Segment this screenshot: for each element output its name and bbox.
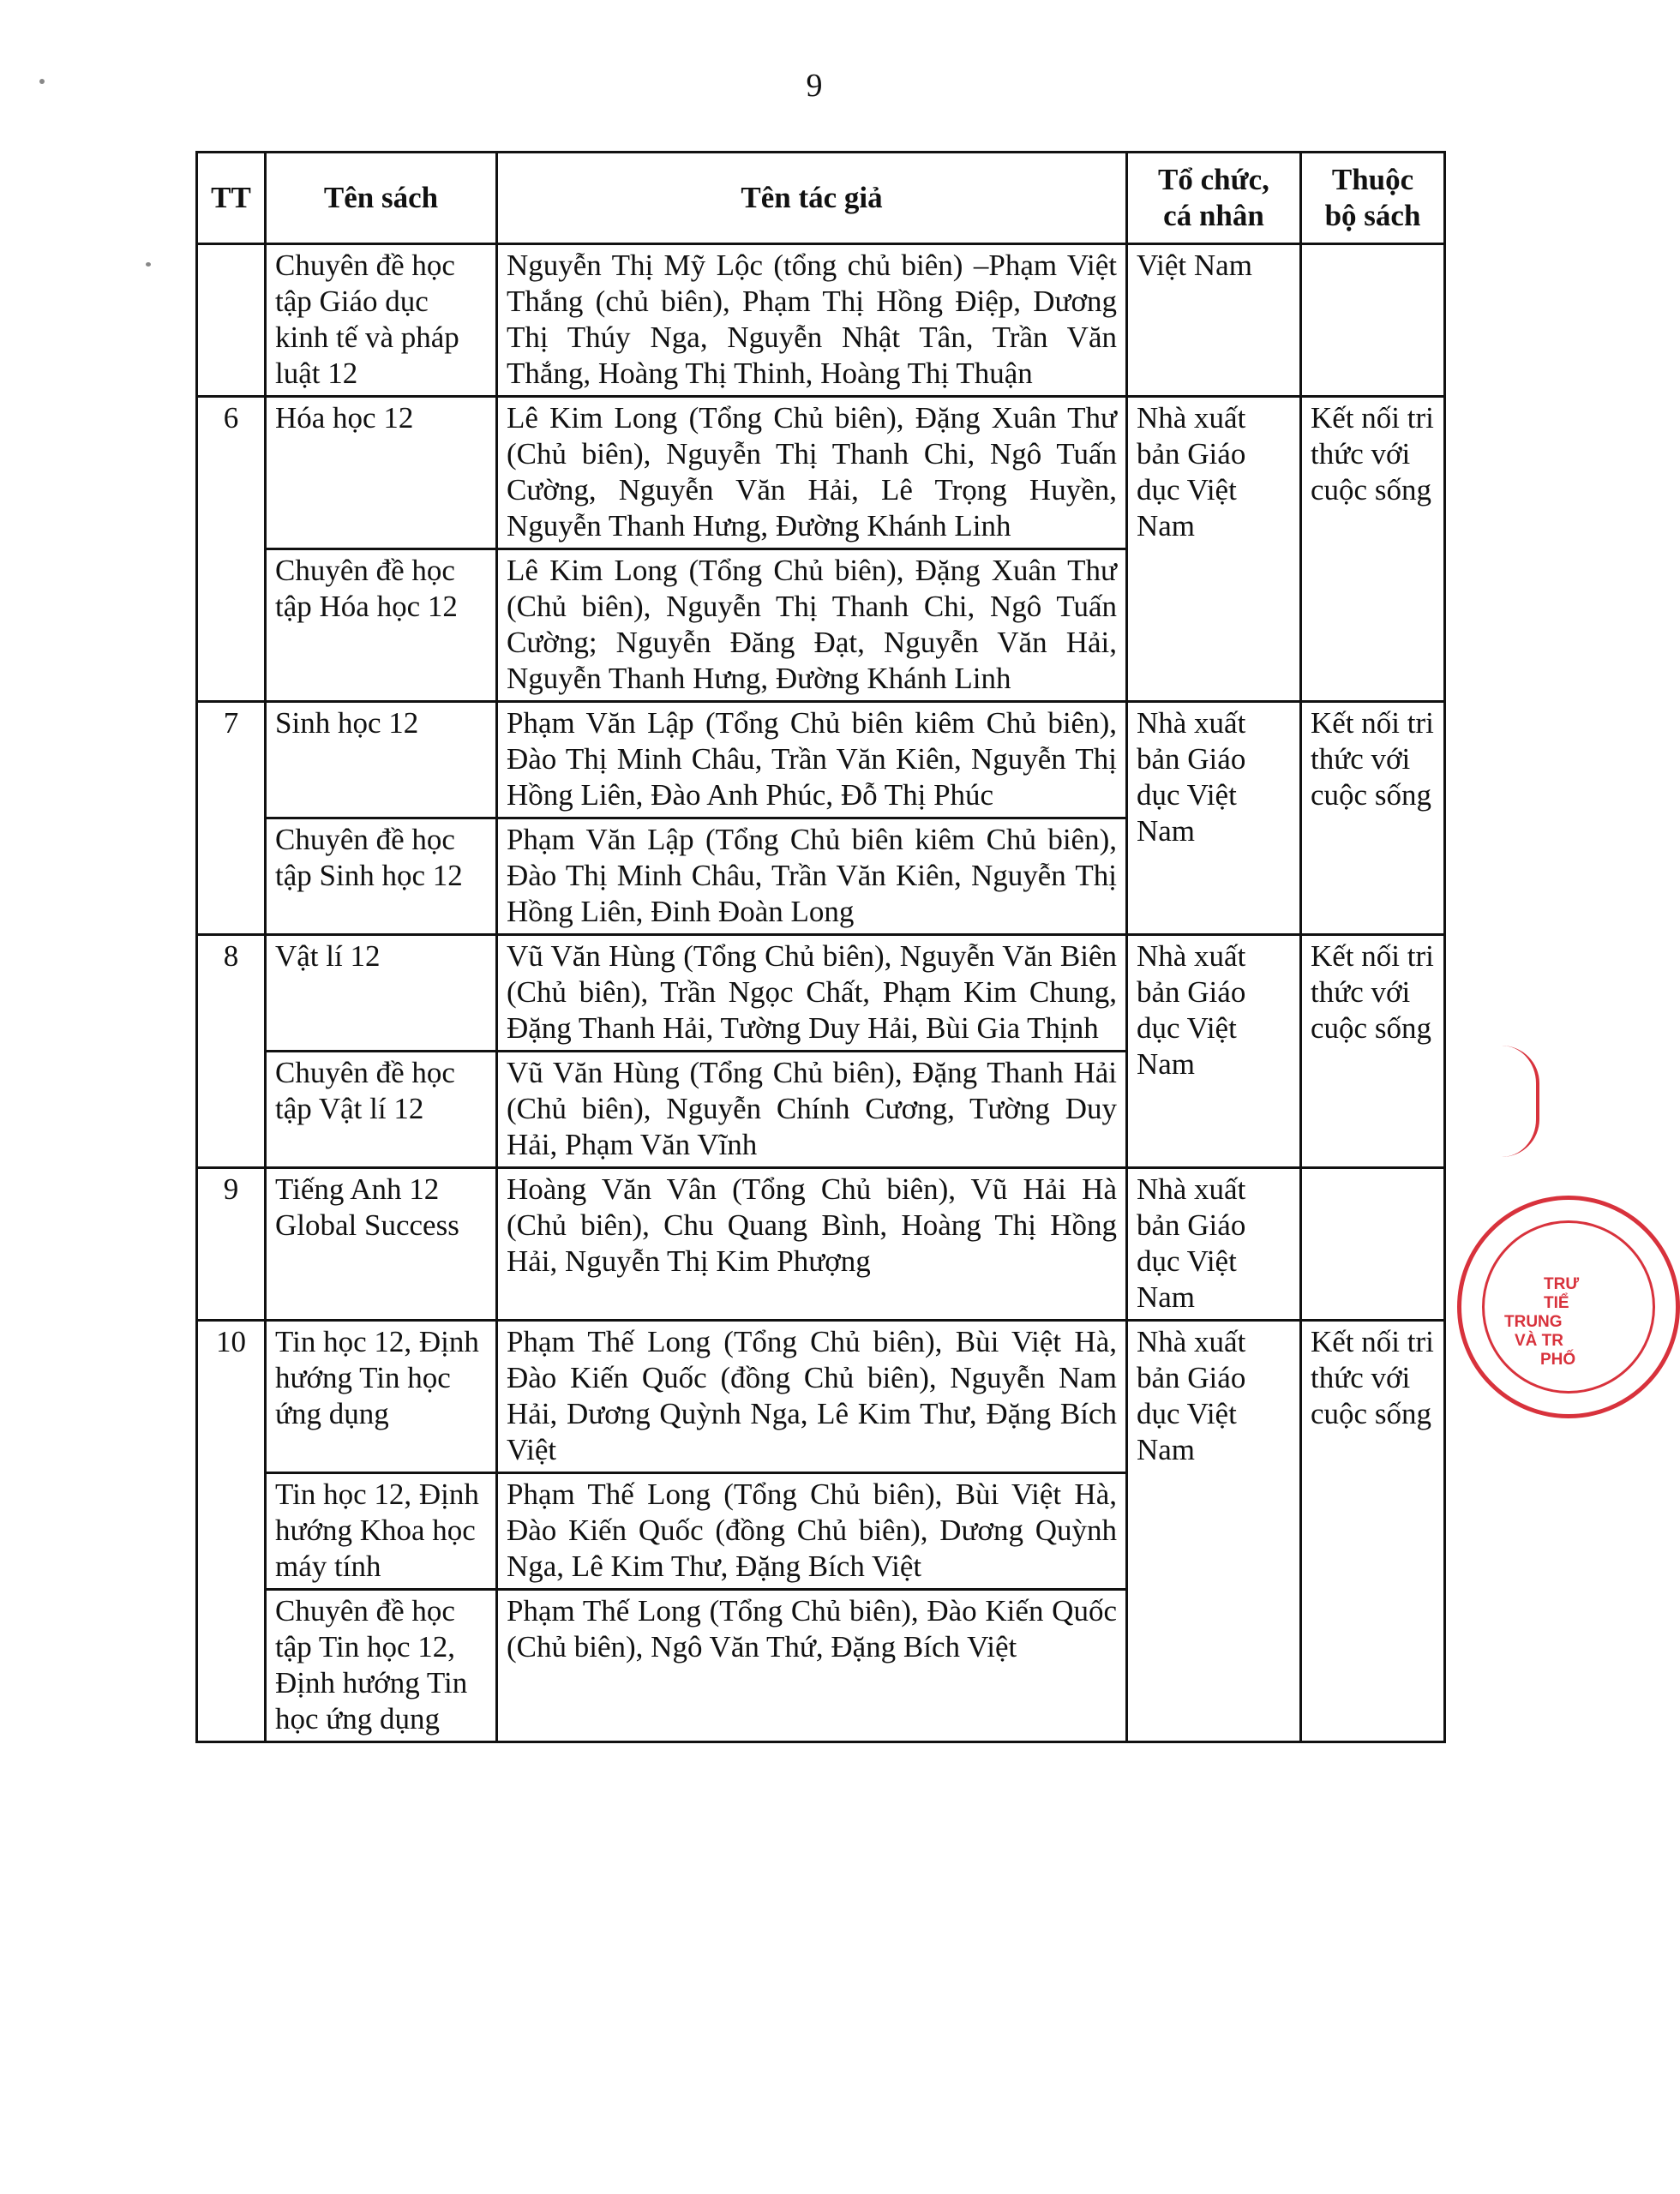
table-header-row xyxy=(197,153,1445,244)
book-series xyxy=(1301,1168,1445,1321)
book-authors: Phạm Văn Lập (Tổng Chủ biên kiêm Chủ biên), Đào Thị Minh Châu, Trần Văn Kiên, Nguyễn Thị Hồng Liên, Đinh Đoàn Long xyxy=(497,818,1127,935)
book-series: Kết nối tri thức với cuộc sống xyxy=(1301,397,1445,702)
book-org: Nhà xuất bản Giáo dục Việt Nam xyxy=(1127,397,1301,702)
row-tt xyxy=(197,244,266,397)
seal-text: TIỂ xyxy=(1544,1294,1569,1312)
header-org xyxy=(1127,153,1301,244)
book-series: Kết nối tri thức với cuộc sống xyxy=(1301,702,1445,935)
row-tt: 6 xyxy=(197,397,266,702)
table-row xyxy=(197,1321,1445,1473)
book-title: Chuyên đề học tập Tin học 12, Định hướng Tin học ứng dụng xyxy=(266,1590,497,1742)
book-org: Nhà xuất bản Giáo dục Việt Nam xyxy=(1127,1321,1301,1742)
seal-text: PHỐ xyxy=(1540,1351,1576,1369)
book-title: Chuyên đề học tập Giáo dục kinh tế và pháp luật 12 xyxy=(266,244,497,397)
book-series: Kết nối tri thức với cuộc sống xyxy=(1301,935,1445,1168)
row-tt: 8 xyxy=(197,935,266,1168)
book-title: Chuyên đề học tập Vật lí 12 xyxy=(266,1052,497,1168)
book-authors: Vũ Văn Hùng (Tổng Chủ biên), Đặng Thanh Hải (Chủ biên), Nguyễn Chính Cương, Tường Duy Hải, Phạm Văn Vĩnh xyxy=(497,1052,1127,1168)
table-row xyxy=(197,702,1445,818)
book-authors: Lê Kim Long (Tổng Chủ biên), Đặng Xuân Thư (Chủ biên), Nguyễn Thị Thanh Chi, Ngô Tuấn Cường; Nguyễn Đăng Đạt, Nguyễn Văn Hải, Nguyễn Thanh Hưng, Đường Khánh Linh xyxy=(497,549,1127,702)
book-series: Kết nối tri thức với cuộc sống xyxy=(1301,1321,1445,1742)
book-authors: Phạm Thế Long (Tổng Chủ biên), Đào Kiến Quốc (Chủ biên), Ngô Văn Thứ, Đặng Bích Việt xyxy=(497,1590,1127,1742)
table-row xyxy=(197,244,1445,397)
book-authors: Hoàng Văn Vân (Tổng Chủ biên), Vũ Hải Hà (Chủ biên), Chu Quang Bình, Hoàng Thị Hồng Hải, Nguyễn Thị Kim Phượng xyxy=(497,1168,1127,1321)
book-title: Chuyên đề học tập Hóa học 12 xyxy=(266,549,497,702)
book-series xyxy=(1301,244,1445,397)
row-tt: 7 xyxy=(197,702,266,935)
book-authors: Phạm Văn Lập (Tổng Chủ biên kiêm Chủ biên), Đào Thị Minh Châu, Trần Văn Kiên, Nguyễn Thị Hồng Liên, Đào Anh Phúc, Đỗ Thị Phúc xyxy=(497,702,1127,818)
book-title: Tiếng Anh 12 Global Success xyxy=(266,1168,497,1321)
official-seal xyxy=(1457,1196,1680,1418)
header-tt: TT xyxy=(197,153,266,244)
page-number: 9 xyxy=(806,68,823,104)
book-title: Vật lí 12 xyxy=(266,935,497,1052)
book-org: Việt Nam xyxy=(1127,244,1301,397)
header-series-line2: bộ sách xyxy=(1324,199,1421,232)
table-row xyxy=(197,397,1445,549)
book-list-table xyxy=(195,151,1446,1743)
seal-text: VÀ TR xyxy=(1515,1332,1563,1350)
book-org: Nhà xuất bản Giáo dục Việt Nam xyxy=(1127,702,1301,935)
book-org: Nhà xuất bản Giáo dục Việt Nam xyxy=(1127,935,1301,1168)
book-title: Sinh học 12 xyxy=(266,702,497,818)
book-authors: Phạm Thế Long (Tổng Chủ biên), Bùi Việt Hà, Đào Kiến Quốc (đồng Chủ biên), Dương Quỳnh Nga, Lê Kim Thư, Đặng Bích Việt xyxy=(497,1473,1127,1590)
book-title: Tin học 12, Định hướng Tin học ứng dụng xyxy=(266,1321,497,1473)
book-title: Tin học 12, Định hướng Khoa học máy tính xyxy=(266,1473,497,1590)
seal-text: TRƯ xyxy=(1544,1275,1580,1293)
header-title: Tên sách xyxy=(266,153,497,244)
table-row xyxy=(197,1168,1445,1321)
scan-dot xyxy=(146,262,151,267)
header-series-line1: Thuộc xyxy=(1331,163,1414,196)
header-series xyxy=(1301,153,1445,244)
signature-mark xyxy=(1502,1046,1539,1157)
book-title: Chuyên đề học tập Sinh học 12 xyxy=(266,818,497,935)
header-authors: Tên tác giả xyxy=(497,153,1127,244)
seal-text: TRUNG xyxy=(1504,1313,1563,1331)
header-org-line1: Tổ chức, xyxy=(1158,163,1269,196)
book-authors: Phạm Thế Long (Tổng Chủ biên), Bùi Việt Hà, Đào Kiến Quốc (đồng Chủ biên), Nguyễn Nam Hải, Dương Quỳnh Nga, Lê Kim Thư, Đặng Bích Việt xyxy=(497,1321,1127,1473)
book-org: Nhà xuất bản Giáo dục Việt Nam xyxy=(1127,1168,1301,1321)
book-authors: Nguyễn Thị Mỹ Lộc (tổng chủ biên) –Phạm Việt Thắng (chủ biên), Phạm Thị Hồng Điệp, Dương Thị Thúy Nga, Nguyễn Nhật Tân, Trần Văn Thắng, Hoàng Thị Thinh, Hoàng Thị Thuận xyxy=(497,244,1127,397)
book-authors: Lê Kim Long (Tổng Chủ biên), Đặng Xuân Thư (Chủ biên), Nguyễn Thị Thanh Chi, Ngô Tuấn Cường, Nguyễn Văn Hải, Lê Trọng Huyền, Nguyễn Thanh Hưng, Đường Khánh Linh xyxy=(497,397,1127,549)
book-authors: Vũ Văn Hùng (Tổng Chủ biên), Nguyễn Văn Biên (Chủ biên), Trần Ngọc Chất, Phạm Kim Chung, Đặng Thanh Hải, Tường Duy Hải, Bùi Gia Thịnh xyxy=(497,935,1127,1052)
row-tt: 10 xyxy=(197,1321,266,1742)
header-org-line2: cá nhân xyxy=(1163,199,1264,232)
scan-dot xyxy=(39,79,45,84)
row-tt: 9 xyxy=(197,1168,266,1321)
table-row xyxy=(197,935,1445,1052)
book-title: Hóa học 12 xyxy=(266,397,497,549)
